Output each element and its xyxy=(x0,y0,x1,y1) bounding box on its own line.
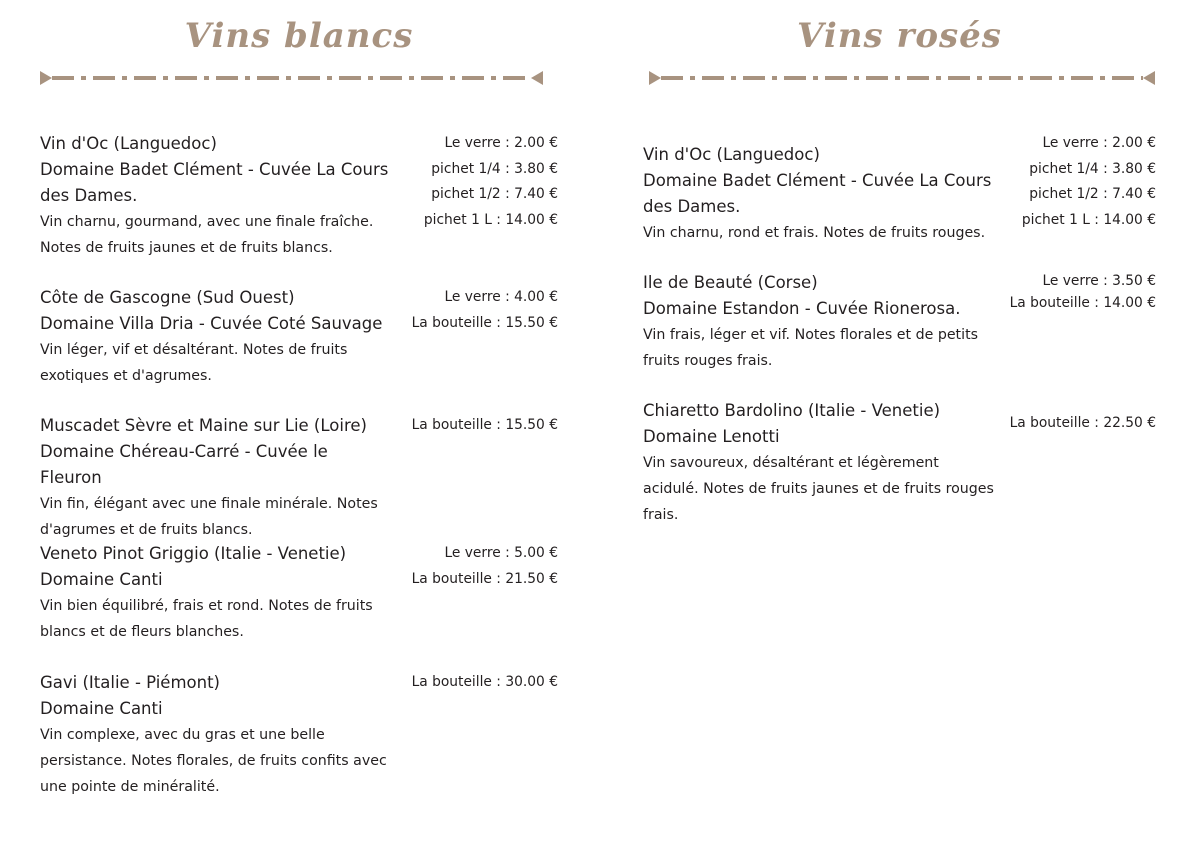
wine-prices xyxy=(412,285,558,336)
wine-prices xyxy=(424,131,558,233)
ornamental-divider xyxy=(649,70,1162,86)
wine-name: Vin d'Oc (Languedoc) xyxy=(40,134,217,153)
wine-item xyxy=(643,270,1156,374)
wine-name: Ile de Beauté (Corse) xyxy=(643,273,818,292)
wine-domain: Domaine Badet Clément - Cuvée La Cours des Dames. xyxy=(40,160,389,205)
wine-item xyxy=(643,135,1156,246)
wine-name: Gavi (Italie - Piémont) xyxy=(40,673,220,692)
price-line: Le verre : 2.00 € xyxy=(1042,135,1156,151)
wine-domain: Domaine Canti xyxy=(40,699,163,718)
price-line: pichet 1/4 : 3.80 € xyxy=(1029,160,1156,177)
wine-name: Côte de Gascogne (Sud Ouest) xyxy=(40,288,295,307)
wine-item xyxy=(40,413,558,543)
price-line: Le verre : 2.00 € xyxy=(444,135,558,151)
wine-domain: Domaine Chéreau-Carré - Cuvée le Fleuron xyxy=(40,442,328,487)
wine-domain: Domaine Canti xyxy=(40,570,163,589)
white-wines-column xyxy=(40,0,558,795)
wine-domain: Domaine Villa Dria - Cuvée Coté Sauvage xyxy=(40,314,383,333)
wine-domain: Domaine Badet Clément - Cuvée La Cours des Dames. xyxy=(643,171,992,216)
price-line: Le verre : 3.50 € xyxy=(1042,273,1156,289)
price-line: La bouteille : 30.00 € xyxy=(411,674,558,690)
wine-prices xyxy=(412,541,558,592)
wine-description: Vin frais, léger et vif. Notes florales et de petits fruits rouges frais. xyxy=(643,327,979,369)
price-line: La bouteille : 15.50 € xyxy=(411,417,558,433)
price-line: La bouteille : 22.50 € xyxy=(1009,415,1156,431)
wine-name: Chiaretto Bardolino (Italie - Venetie) xyxy=(643,401,941,420)
price-line: Le verre : 5.00 € xyxy=(444,545,558,561)
section-title-white: Vins blancs xyxy=(184,16,414,56)
price-line: pichet 1 L : 14.00 € xyxy=(1021,211,1156,228)
wine-prices xyxy=(412,670,558,696)
wine-domain: Domaine Estandon - Cuvée Rionerosa. xyxy=(643,299,961,318)
wine-description: Vin fin, élégant avec une finale minérale. Notes d'agrumes et de fruits blancs. xyxy=(40,496,378,538)
section-title-rose: Vins rosés xyxy=(797,16,1002,56)
price-line: La bouteille : 21.50 € xyxy=(411,570,558,587)
wine-description: Vin charnu, gourmand, avec une finale fraîche. Notes de fruits jaunes et de fruits blancs. xyxy=(40,214,374,256)
price-line: pichet 1 L : 14.00 € xyxy=(423,211,558,228)
price-line: Le verre : 4.00 € xyxy=(444,289,558,305)
wine-item xyxy=(40,131,558,261)
wine-prices xyxy=(412,413,558,439)
wine-name: Vin d'Oc (Languedoc) xyxy=(643,145,820,164)
wine-item xyxy=(40,541,558,645)
wine-description: Vin charnu, rond et frais. Notes de fruits rouges. xyxy=(643,225,986,241)
wine-item xyxy=(643,398,1156,528)
price-line: pichet 1/2 : 7.40 € xyxy=(1029,186,1156,202)
wine-item xyxy=(40,285,558,389)
ornamental-divider xyxy=(40,70,558,86)
price-line: pichet 1/2 : 7.40 € xyxy=(431,186,558,202)
wine-domain: Domaine Lenotti xyxy=(643,427,780,446)
price-line: La bouteille : 14.00 € xyxy=(1009,294,1156,311)
wine-item xyxy=(40,670,558,800)
price-line: La bouteille : 15.50 € xyxy=(411,314,558,331)
wine-prices xyxy=(1010,411,1156,437)
wine-description: Vin bien équilibré, frais et rond. Notes de fruits blancs et de fleurs blanches. xyxy=(40,598,373,640)
rose-wines-column xyxy=(643,0,1156,523)
wine-description: Vin savoureux, désaltérant et légèrement acidulé. Notes de fruits jaunes et de fruits rouges frais. xyxy=(643,455,994,523)
wine-prices xyxy=(1010,271,1156,314)
wine-description: Vin léger, vif et désaltérant. Notes de fruits exotiques et d'agrumes. xyxy=(40,342,348,384)
wine-name: Veneto Pinot Griggio (Italie - Venetie) xyxy=(40,544,347,563)
wine-name: Muscadet Sèvre et Maine sur Lie (Loire) xyxy=(40,416,367,435)
price-line: pichet 1/4 : 3.80 € xyxy=(431,160,558,177)
wine-description: Vin complexe, avec du gras et une belle persistance. Notes florales, de fruits confits avec une pointe de minéralité. xyxy=(40,727,387,795)
wine-prices xyxy=(1022,131,1156,233)
